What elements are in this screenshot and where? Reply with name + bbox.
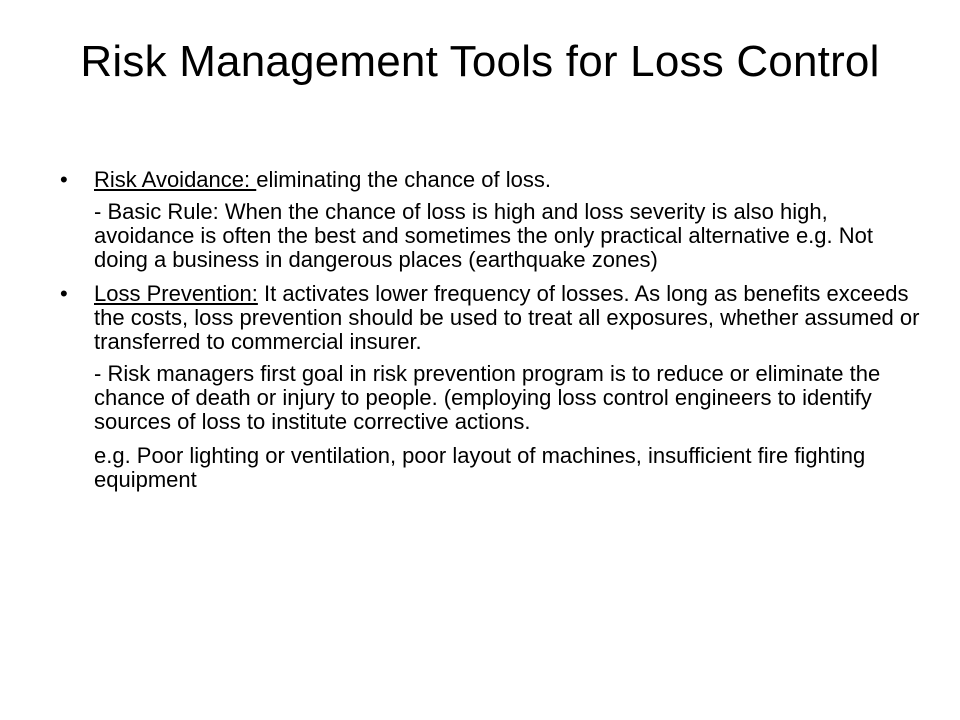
detail-risk-managers-goal: - Risk managers first goal in risk prevention program is to reduce or eliminate the chance of death or injury to people. (employing loss control engineers to identify sources of loss to institute corrective actions. (94, 361, 881, 434)
term-loss-prevention: Loss Prevention: (94, 281, 258, 306)
detail-basic-rule: - Basic Rule: When the chance of loss is high and loss severity is also high, avoidance is often the best and sometimes the only practical alternative e.g. Not doing a business in dangerous places (earthquake zones) (94, 199, 873, 272)
term-risk-avoidance: Risk Avoidance: (94, 167, 257, 192)
bullet-text: eliminating the chance of loss. (256, 167, 551, 192)
bullet-loss-prevention (60, 282, 920, 354)
bullet-text: It activates lower frequency of losses. As long as benefits exceeds the costs, loss prevention should be used to treat all exposures, whether assumed or transferred to commercial insurer. (94, 281, 920, 354)
slide-title: Risk Management Tools for Loss Control (80, 37, 880, 86)
bullet-marker: • (60, 281, 68, 306)
bullet-marker: • (60, 167, 68, 192)
slide-content (60, 168, 920, 502)
detail-examples: e.g. Poor lighting or ventilation, poor layout of machines, insufficient fire fighting equipment (94, 443, 866, 492)
bullet-risk-avoidance (60, 168, 920, 192)
